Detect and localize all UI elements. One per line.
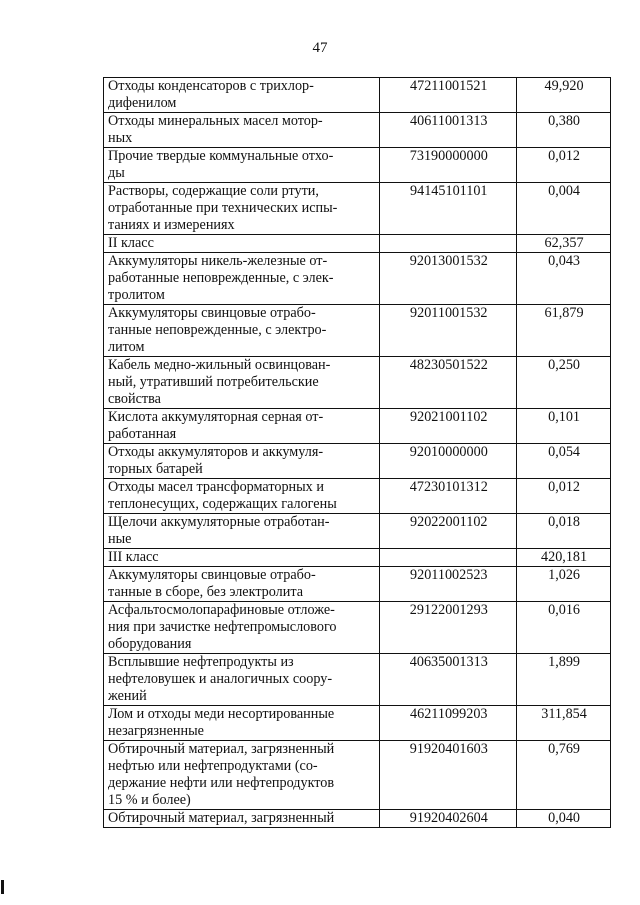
waste-mass-cell: 0,043 [517,253,611,305]
waste-code-cell: 92011001532 [380,305,517,357]
waste-code-cell: 40635001313 [380,654,517,706]
class-name-cell [104,235,380,253]
waste-code-cell: 92010000000 [380,444,517,479]
waste-name-line: Отходы конденсаторов с трихлор- [108,78,314,94]
waste-name-cell [104,706,380,741]
waste-name-cell [104,444,380,479]
table-row [104,444,611,479]
waste-name-cell [104,654,380,706]
waste-code-cell: 40611001313 [380,113,517,148]
waste-name-line: танные неповрежденные, с электро- [108,322,327,338]
table-row [104,706,611,741]
waste-name-line: Отходы аккумуляторов и аккумуля- [108,444,324,460]
waste-code-cell: 47211001521 [380,78,517,113]
waste-mass-cell: 0,012 [517,148,611,183]
waste-name-line: Обтирочный материал, загрязненный [108,810,335,826]
waste-name-cell [104,810,380,828]
waste-code-cell: 46211099203 [380,706,517,741]
waste-name-line: танные в сборе, без электролита [108,584,304,600]
waste-name-line: Прочие твердые коммунальные отхо- [108,148,334,164]
table-row [104,810,611,828]
table-row [104,305,611,357]
waste-name-cell [104,741,380,810]
waste-name-line: Кабель медно-жильный освинцован- [108,357,331,373]
class-name-cell [104,549,380,567]
waste-mass-cell: 0,380 [517,113,611,148]
waste-name-line: Аккумуляторы никель-железные от- [108,253,328,269]
waste-name-line: тролитом [108,287,165,303]
waste-name-line: 15 % и более) [108,792,191,808]
waste-mass-cell: 0,012 [517,479,611,514]
table-row [104,78,611,113]
table-row [104,113,611,148]
waste-mass-cell: 0,101 [517,409,611,444]
waste-code-cell: 92022001102 [380,514,517,549]
waste-code-cell: 92013001532 [380,253,517,305]
waste-mass-cell: 1,026 [517,567,611,602]
waste-name-line: незагрязненные [108,723,204,739]
table-row [104,514,611,549]
waste-name-line: ный, утративший потребительские [108,374,319,390]
waste-name-cell [104,113,380,148]
waste-name-line: Растворы, содержащие соли ртути, [108,183,319,199]
waste-name-line: ных [108,130,133,146]
waste-code-cell: 73190000000 [380,148,517,183]
waste-mass-cell: 311,854 [517,706,611,741]
waste-code-cell: 94145101101 [380,183,517,235]
waste-name-line: Обтирочный материал, загрязненный [108,741,335,757]
waste-name-cell [104,148,380,183]
waste-name-cell [104,409,380,444]
waste-code-cell: 92011002523 [380,567,517,602]
waste-name-line: Аккумуляторы свинцовые отрабо- [108,305,316,321]
waste-name-cell [104,602,380,654]
waste-name-line: Лом и отходы меди несортированные [108,706,335,722]
class-row [104,549,611,567]
waste-name-cell [104,305,380,357]
waste-name-line: ды [108,165,125,181]
waste-name-line: ные [108,531,132,547]
waste-name-line: таниях и измерениях [108,217,235,233]
waste-mass-cell: 0,054 [517,444,611,479]
class-total-cell: 62,357 [517,235,611,253]
table-row [104,183,611,235]
table-row [104,479,611,514]
waste-name-line: торных батарей [108,461,203,477]
waste-code-cell: 47230101312 [380,479,517,514]
waste-name-line: отработанные при технических испы- [108,200,338,216]
waste-mass-cell: 0,040 [517,810,611,828]
waste-name-cell [104,479,380,514]
waste-mass-cell: 0,769 [517,741,611,810]
page-number: 47 [312,40,328,56]
waste-name-line: Аккумуляторы свинцовые отрабо- [108,567,316,583]
waste-name-cell [104,567,380,602]
waste-name-line: Отходы масел трансформаторных и [108,479,324,495]
class-row [104,235,611,253]
waste-name-cell [104,514,380,549]
waste-mass-cell: 1,899 [517,654,611,706]
waste-name-line: работанная [108,426,177,442]
waste-mass-cell: 49,920 [517,78,611,113]
waste-name-line: Кислота аккумуляторная серная от- [108,409,324,425]
table-row [104,357,611,409]
waste-name-line: Асфальтосмолопарафиновые отложе- [108,602,335,618]
table-row [104,602,611,654]
waste-name-cell [104,78,380,113]
table-row [104,654,611,706]
waste-code-cell: 91920402604 [380,810,517,828]
table-row [104,253,611,305]
waste-code-cell: 92021001102 [380,409,517,444]
waste-code-cell: 29122001293 [380,602,517,654]
waste-name-line: жений [108,688,147,704]
waste-name-line: литом [108,339,145,355]
table-row [104,409,611,444]
scan-edge-mark [1,880,4,894]
waste-code-cell [380,235,517,253]
waste-name-line: нефтью или нефтепродуктами (со- [108,758,318,774]
waste-name-line: держание нефти или нефтепродуктов [108,775,335,791]
waste-table [103,77,611,828]
waste-name-cell [104,183,380,235]
waste-name-line: оборудования [108,636,192,652]
waste-mass-cell: 0,250 [517,357,611,409]
table-row [104,148,611,183]
waste-name-line: дифенилом [108,95,177,111]
waste-name-line: нефтеловушек и аналогичных соору- [108,671,333,687]
waste-name-line: теплонесущих, содержащих галогены [108,496,337,512]
waste-mass-cell: 0,018 [517,514,611,549]
class-total-cell: 420,181 [517,549,611,567]
waste-name-cell [104,253,380,305]
table-row [104,741,611,810]
waste-table-body [104,78,611,828]
waste-name-cell [104,357,380,409]
waste-name-line: III класс [108,549,159,565]
waste-name-line: Отходы минеральных масел мотор- [108,113,323,129]
waste-name-line: Щелочи аккумуляторные отработан- [108,514,330,530]
waste-mass-cell: 0,016 [517,602,611,654]
table-row [104,567,611,602]
waste-name-line: работанные неповрежденные, с элек- [108,270,334,286]
waste-mass-cell: 61,879 [517,305,611,357]
waste-name-line: ния при зачистке нефтепромыслового [108,619,337,635]
waste-code-cell: 91920401603 [380,741,517,810]
waste-name-line: II класс [108,235,154,251]
waste-code-cell: 48230501522 [380,357,517,409]
waste-name-line: свойства [108,391,161,407]
waste-code-cell [380,549,517,567]
waste-mass-cell: 0,004 [517,183,611,235]
waste-name-line: Всплывшие нефтепродукты из [108,654,294,670]
